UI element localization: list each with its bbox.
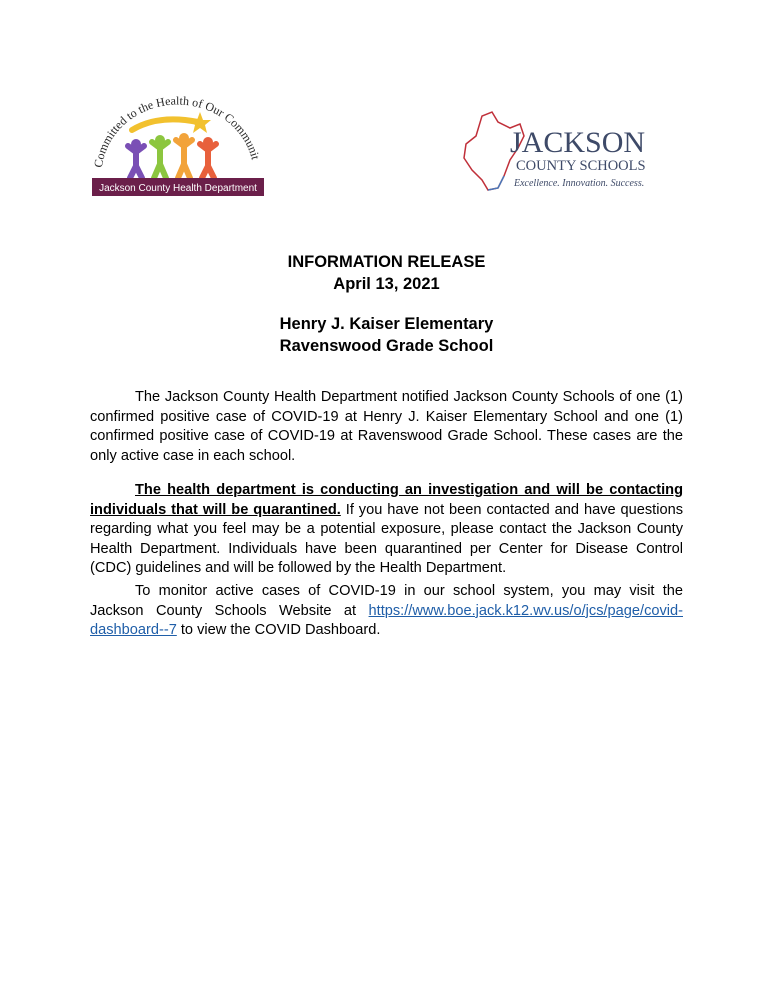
paragraph-notification: The Jackson County Health Department notified Jackson County Schools of one (1) confirmed positive case of COVID-19 at Henry J. Kaiser Elementary School and one (1) confirmed positive case of COVID-19 at Ravenswood Grade School. These cases are the only active case in each school. bbox=[90, 389, 683, 464]
covid-dashboard-link[interactable]: https://www.boe.jack.k12.wv.us/o/jcs/page/covid-dashboard--7 bbox=[90, 602, 683, 639]
release-title: INFORMATION RELEASE bbox=[287, 253, 486, 271]
investigation-details: If you have not been contacted and have questions regarding what you feel may be a potential exposure, please contact the Jackson County Health Department. Individuals have been quarantined per Center for Disease Control (CDC) guidelines and will be followed by the Health Department. bbox=[90, 501, 684, 577]
logo-tagline: Excellence. Innovation. Success. bbox=[514, 178, 645, 189]
school-name-1: Henry J. Kaiser Elementary bbox=[279, 315, 494, 333]
logo-arc-text: Committed to the Health of Our Communit bbox=[91, 93, 263, 169]
release-date: April 13, 2021 bbox=[333, 275, 440, 293]
jackson-county-schools-logo bbox=[458, 108, 658, 204]
health-department-logo bbox=[88, 86, 266, 200]
school-name-2: Ravenswood Grade School bbox=[279, 337, 494, 355]
dashboard-outro: to view the COVID Dashboard. bbox=[176, 622, 381, 639]
people-figures-icon bbox=[128, 133, 216, 178]
logo-name-line2: COUNTY SCHOOLS bbox=[516, 158, 646, 174]
paragraph-investigation bbox=[90, 481, 683, 579]
investigation-emphasis: The health department is conducting an investigation and will be contacting individuals that will be quarantined. bbox=[90, 482, 683, 518]
paragraph-dashboard bbox=[90, 582, 683, 641]
logo-name-line1: JACKSON bbox=[510, 126, 646, 159]
dashboard-intro: To monitor active cases of COVID-19 in our school system, you may visit the Jackson County Schools Website at bbox=[90, 583, 683, 619]
logo-banner-text: Jackson County Health Department bbox=[99, 183, 257, 194]
